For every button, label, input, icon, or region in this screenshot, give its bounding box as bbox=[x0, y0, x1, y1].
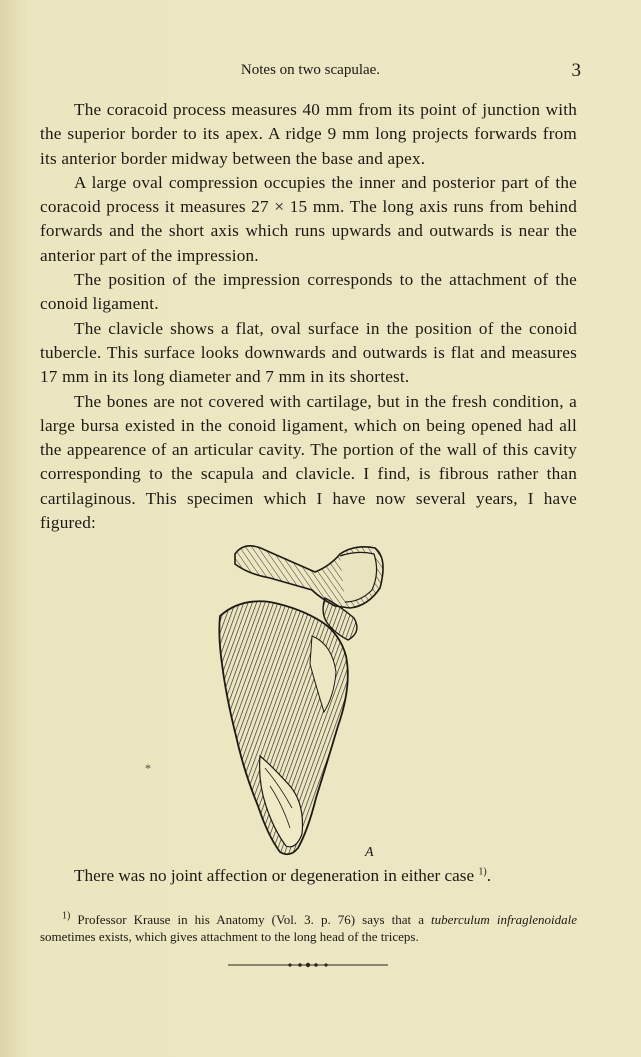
paragraph: The coracoid process measures 40 mm from its point of junction with the superior border to its apex. A ridge 9 mm long projects forwards from its anterior border midway between the base and apex. bbox=[40, 100, 577, 168]
scapula-engraving bbox=[140, 536, 430, 866]
caption-end: . bbox=[486, 866, 492, 885]
paragraph: The bones are not covered with cartilage, but in the fresh condition, a large bursa existed in the conoid ligament, which on being opened had all the appearence of an articular cavity. The portion of the wall of this cavity corresponding to the scapula and clavicle. I find, is fibrous rather than cartilaginous. This specimen which I have now several years, I have figured: bbox=[40, 391, 577, 533]
footnote-italic-term: tuberculum infraglenoidale bbox=[431, 912, 578, 927]
scapula-illustration bbox=[140, 536, 430, 866]
figure-mark: * bbox=[145, 761, 151, 775]
footnote-marker: 1) bbox=[62, 910, 71, 922]
paragraph: The position of the impression corresponds to the attachment of the conoid ligament. bbox=[40, 270, 577, 314]
page-header bbox=[40, 62, 581, 84]
caption-text: There was no joint affection or degeneration in either case bbox=[74, 866, 475, 885]
figure-caption bbox=[40, 866, 577, 886]
paragraph: A large oval compression occupies the inner and posterior part of the coracoid process it measures 27 × 15 mm. The long axis runs from behind forwards and the short axis which runs upwards and outwards is near the anterior part of the impression. bbox=[40, 172, 577, 265]
footnote-text-after: sometimes exists, which gives attachment to the long head of the triceps. bbox=[40, 929, 419, 944]
footnote-reference: 1) bbox=[478, 866, 487, 878]
page-number: 3 bbox=[571, 60, 581, 81]
body-text bbox=[40, 98, 577, 535]
footnote-text-before: Professor Krause in his Anatomy (Vol. 3. p. 76) says that a bbox=[77, 912, 424, 927]
running-title: Notes on two scapulae. bbox=[240, 62, 381, 78]
ornamental-divider bbox=[228, 955, 388, 961]
footnote bbox=[40, 911, 577, 945]
figure-label: A bbox=[365, 845, 374, 860]
paragraph: The clavicle shows a flat, oval surface in the position of the conoid tubercle. This surface looks downwards and outwards is flat and measures 17 mm in its long diameter and 7 mm in its shortest. bbox=[40, 318, 577, 387]
